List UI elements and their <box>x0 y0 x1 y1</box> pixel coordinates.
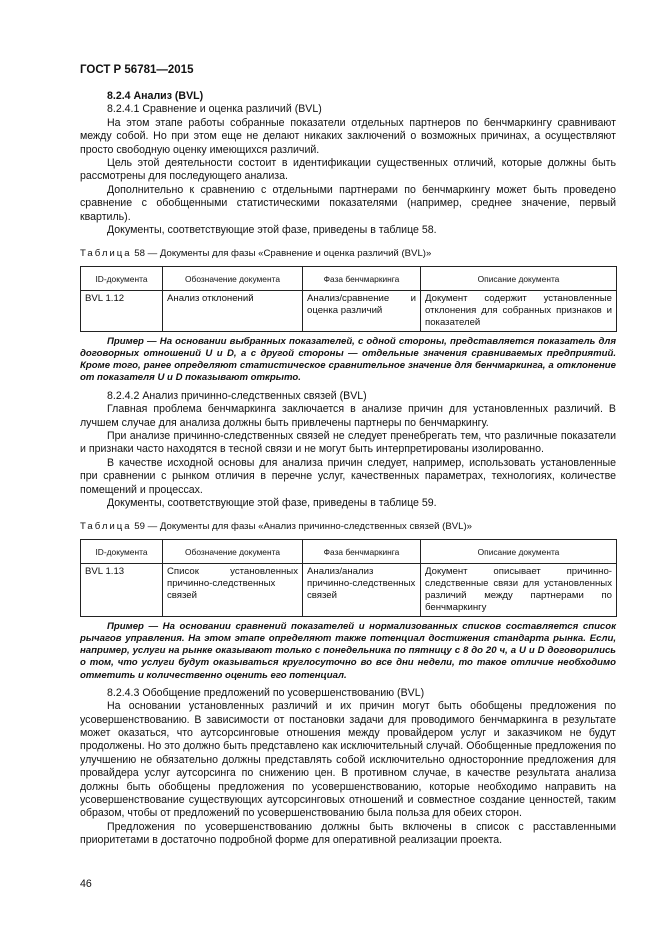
paragraph: На основании установленных различий и их причин могут быть обобщены предложения по усовершенствованию. В зависимости от постановки задачи для проводимого бенчмаркинга в результате может оказаться, что аутсорсинговые отношения между провайдером услуг и заказчиком не будут продолжены. Но это должно быть представлено как исключительный случай. Обобщенные предложения по улучшению не обязательно должны представлять собой исключительно односторонние предложения для провайдера услуг аутсорсинга по снижению цен. В противном случае, в качестве результата анализа должны быть обобщены предложения по усовершенствованию, которые необходимо направить на усовершенствование существующих аутсорсинговых отношений и совместное создание ценностей, таким образом, чтобы от предложений по усовершенствованию была польза для обеих сторон. <box>80 700 616 820</box>
paragraph: Документы, соответствующие этой фазе, приведены в таблице 58. <box>107 224 437 237</box>
table-cell: Список установленных причинно-следственных связей <box>163 563 303 616</box>
paragraph: Документы, соответствующие этой фазе, приведены в таблице 59. <box>107 496 437 509</box>
table-row <box>81 290 617 331</box>
table-caption-text: 59 — Документы для фазы «Анализ причинно-следственных связей (BVL)» <box>131 521 472 533</box>
table-cell: Анализ отклонений <box>163 290 303 331</box>
table-header-cell: Описание документа <box>421 266 617 290</box>
paragraph: Главная проблема бенчмаркинга заключается в анализе причин для установленных различий. В лучшем случае для анализа должны быть привлечены партнеры по бенчмаркингу. <box>80 403 616 429</box>
table-cell: Документ описывает причинно-следственные связи для установленных различий между партнерами по бенчмаркингу <box>421 563 617 616</box>
paragraph: Дополнительно к сравнению с отдельными партнерами по бенчмаркингу может быть проведено сравнение с обобщенными статистическими показателями (например, среднее значение, первый квартиль). <box>80 183 616 223</box>
example-note: Пример — На основании выбранных показателей, с одной стороны, представляется показатель для договорных отношений U и D, а с другой стороны — отдельные значения сравниваемых предприятий. Кроме того, ранее определяют статистическое сравнительное значение для бенчмаркинга, а отклонение от показателя U и D показывают открыто. <box>80 335 616 384</box>
section-heading-8-2-4: 8.2.4 Анализ (BVL) <box>107 90 204 102</box>
table-cell: Анализ/сравнение и оценка различий <box>303 290 421 331</box>
table-cell: Анализ/анализ причинно-следственных связей <box>303 563 421 616</box>
table-header-row <box>81 539 617 563</box>
table-header-cell: Фаза бенчмаркинга <box>303 539 421 563</box>
example-note: Пример — На основании сравнений показателей и нормализованных списков составляется список рычагов управления. На этом этапе определяют также потенциал достижения стандарта рынка. Если, например, услуги на рынке оказывают только с понедельника по пятницу с 8 до 20 ч, а U и D договорились о том, что услуги будут оказываться круглосуточно во все дни недели, то такое отличие необходимо отметить и количественно оценить его потенциал. <box>80 620 616 681</box>
document-standard-id: ГОСТ Р 56781—2015 <box>80 64 194 76</box>
table-header-cell: ID-документа <box>81 266 163 290</box>
table-header-cell: Фаза бенчмаркинга <box>303 266 421 290</box>
table-59 <box>80 539 617 617</box>
subsection-heading-8-2-4-2: 8.2.4.2 Анализ причинно-следственных связей (BVL) <box>107 389 367 402</box>
table-header-cell: ID-документа <box>81 539 163 563</box>
paragraph: При анализе причинно-следственных связей не следует пренебрегать тем, что различные показатели и признаки часто находятся в тесной связи и не могут быть интерпретированы изолированно. <box>80 429 616 456</box>
table-cell: BVL 1.13 <box>81 563 163 616</box>
table-caption-label: Таблица <box>80 521 132 533</box>
table-cell: Документ содержит установленные отклонения для собранных признаков и показателей <box>421 290 617 331</box>
table-header-cell: Обозначение документа <box>163 266 303 290</box>
table-header-row <box>81 266 617 290</box>
table-59-caption <box>80 520 616 533</box>
paragraph: Цель этой деятельности состоит в идентификации существенных отличий, которые должны быть рассмотрены для последующего анализа. <box>80 157 616 183</box>
paragraph: В качестве исходной основы для анализа причин следует, например, использовать установленные при сравнении с рынком отличия в перечне услуг, качественных параметрах, технологиях, количестве помещений и процессах. <box>80 456 616 496</box>
paragraph: Предложения по усовершенствованию должны быть включены в список с расставленными приоритетами в достаточно подробной форме для оперативной реализации проекта. <box>80 820 616 847</box>
subsection-heading-8-2-4-1: 8.2.4.1 Сравнение и оценка различий (BVL) <box>107 103 322 116</box>
page-content <box>80 90 616 848</box>
table-header-cell: Описание документа <box>421 539 617 563</box>
page-number: 46 <box>80 878 92 890</box>
table-caption-text: 58 — Документы для фазы «Сравнение и оценка различий (BVL)» <box>131 248 432 260</box>
table-header-cell: Обозначение документа <box>163 539 303 563</box>
paragraph: На этом этапе работы собранные показатели отдельных партнеров по бенчмаркингу сравнивают между собой. Но при этом еще не делают никаких заключений о возможных причинах, а осуществляют просто свободную оценку имеющихся различий. <box>80 116 616 156</box>
table-cell: BVL 1.12 <box>81 290 163 331</box>
table-row <box>81 563 617 616</box>
table-58-caption <box>80 247 616 260</box>
table-58 <box>80 266 617 332</box>
table-caption-label: Таблица <box>80 248 132 260</box>
subsection-heading-8-2-4-3: 8.2.4.3 Обобщение предложений по усовершенствованию (BVL) <box>107 686 425 699</box>
